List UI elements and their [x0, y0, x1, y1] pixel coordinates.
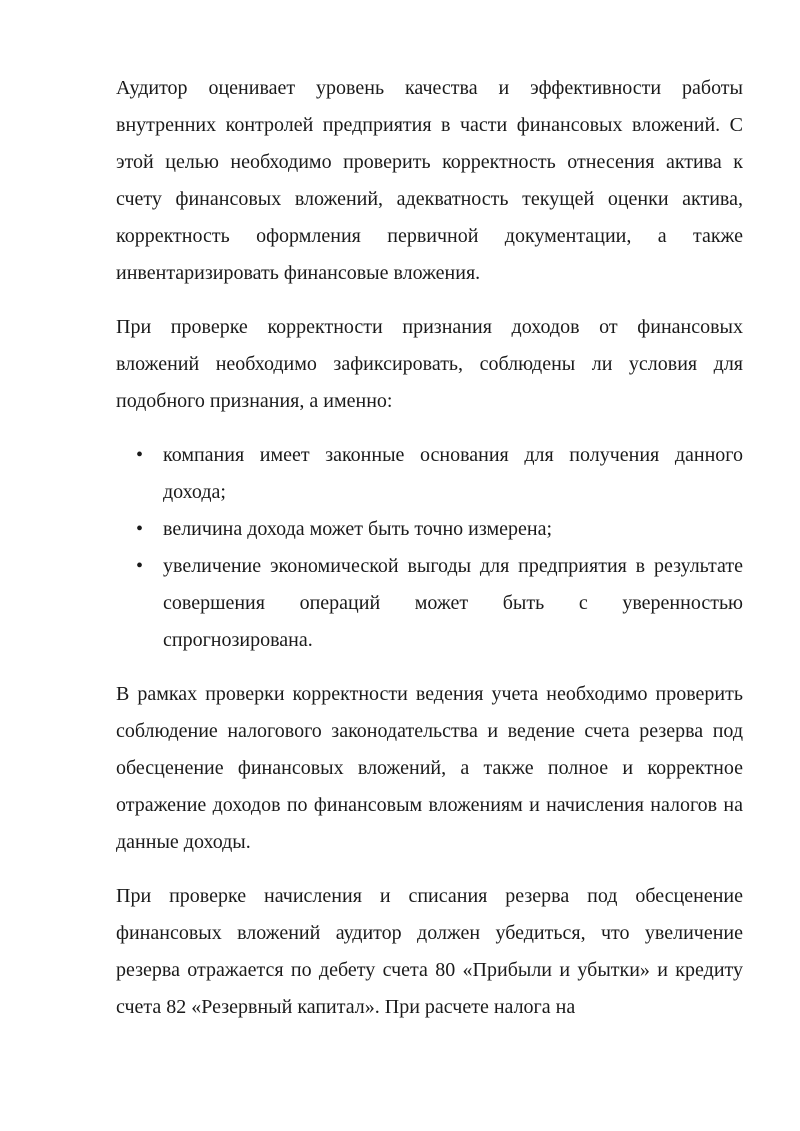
- list-item-text: компания имеет законные основания для получения данного дохода;: [163, 444, 743, 503]
- paragraph-internal-controls: Аудитор оценивает уровень качества и эффективности работы внутренних контролей предприятия в части финансовых вложений. С этой целью необходимо проверить корректность отнесения актива к счету финансовых вложений, адекватность текущей оценки актива, корректность оформления первичной документации, а также инвентаризировать финансовые вложения.: [116, 77, 743, 284]
- bullet-icon: •: [136, 444, 144, 466]
- list-item: [116, 548, 743, 659]
- list-item-text: увеличение экономической выгоды для предприятия в результате совершения операций может быть с уверенностью спрогнозирована.: [163, 555, 743, 651]
- list-item: [116, 437, 743, 511]
- list-item: [116, 511, 743, 548]
- bullet-icon: •: [136, 518, 144, 540]
- document-page: [116, 70, 743, 1043]
- paragraph-reserve-check: При проверке начисления и списания резерва под обесценение финансовых вложений аудитор должен убедиться, что увеличение резерва отражается по дебету счета 80 «Прибыли и убытки» и кредиту счета 82 «Резервный капитал». При расчете налога на: [116, 885, 743, 1018]
- paragraph-income-recognition: При проверке корректности признания доходов от финансовых вложений необходимо зафиксировать, соблюдены ли условия для подобного признания, а именно:: [116, 316, 743, 412]
- paragraph-accounting-check: В рамках проверки корректности ведения учета необходимо проверить соблюдение налогового законодательства и ведение счета резерва под обесценение финансовых вложений, а также полное и корректное отражение доходов по финансовым вложениям и начисления налогов на данные доходы.: [116, 683, 743, 853]
- bullet-icon: •: [136, 555, 144, 577]
- list-item-text: величина дохода может быть точно измерена;: [163, 518, 553, 540]
- conditions-list: [116, 437, 743, 659]
